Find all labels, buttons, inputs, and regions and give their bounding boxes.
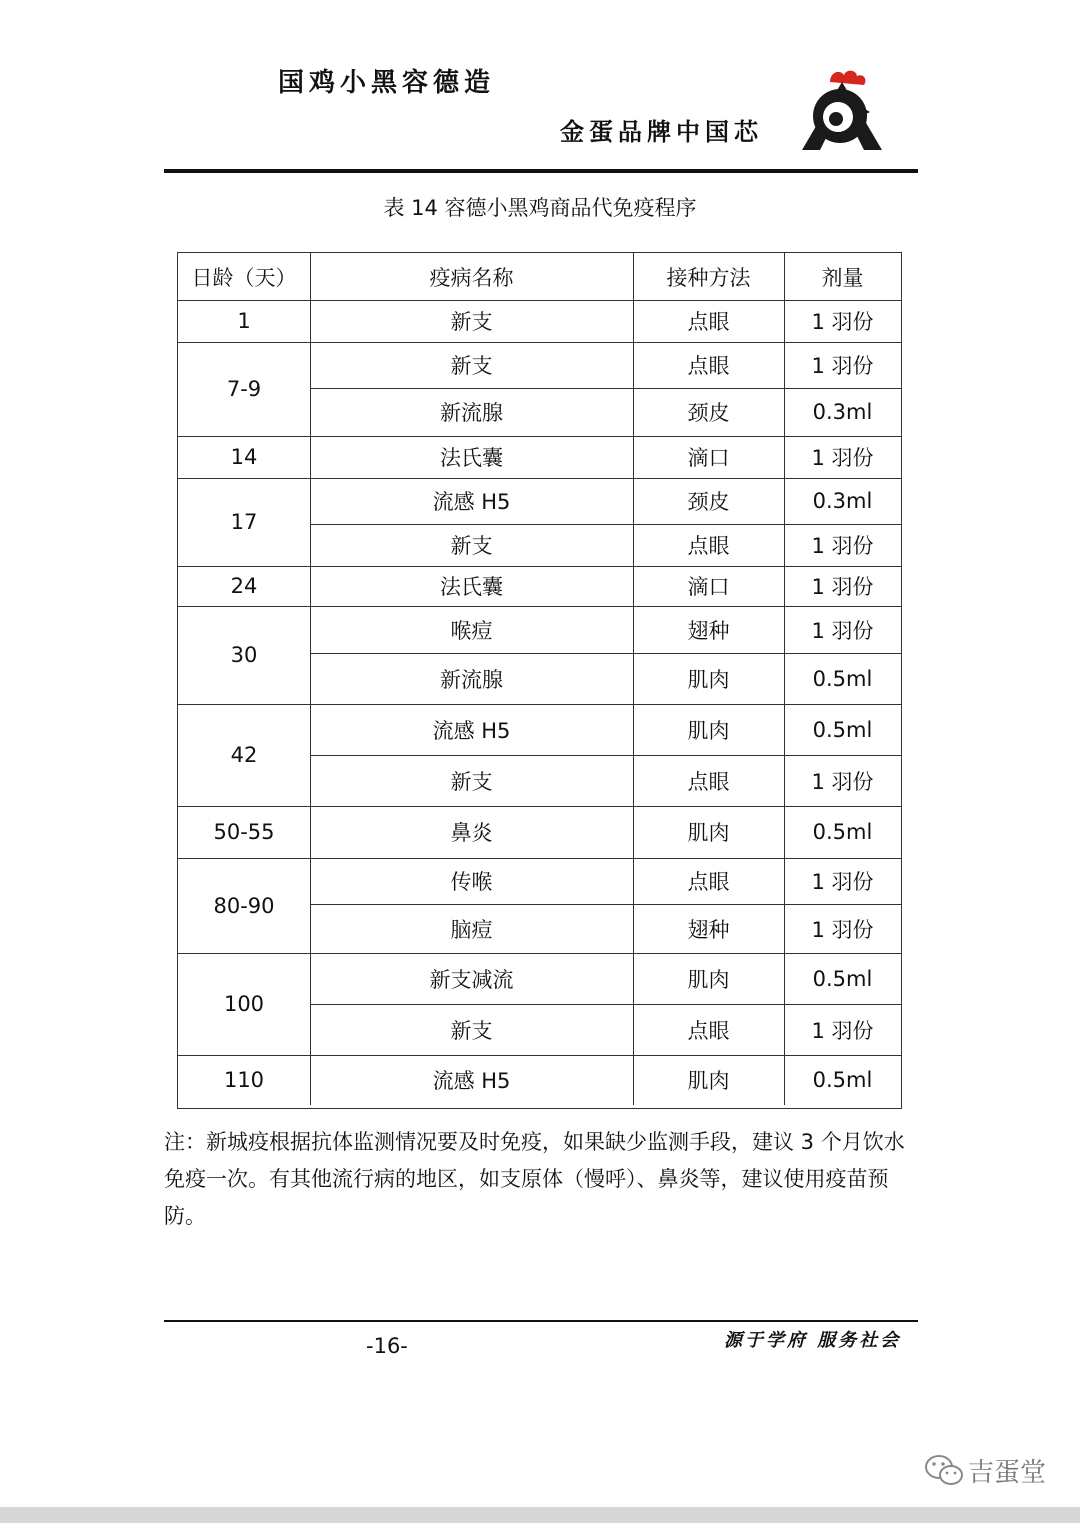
table-header-cell: 接种方法 xyxy=(666,265,751,290)
table-cell: 1 羽份 xyxy=(811,446,874,470)
table-header-cell: 疫病名称 xyxy=(429,265,514,290)
table-cell: 0.5ml xyxy=(812,820,873,844)
table-age-cell: 30 xyxy=(230,643,258,667)
table-age-cell: 17 xyxy=(230,510,258,534)
table-header-cell: 日龄（天） xyxy=(191,265,297,290)
table-cell: 0.3ml xyxy=(812,489,873,513)
table-cell: 点眼 xyxy=(687,354,730,378)
table-cell: 1 羽份 xyxy=(811,575,874,599)
table-cell: 新支 xyxy=(450,1018,493,1043)
table-cell: 肌肉 xyxy=(687,967,730,992)
table-header-cell: 剂量 xyxy=(821,265,864,290)
table-cell: 0.5ml xyxy=(812,717,873,742)
table-note: 注：新城疫根据抗体监测情况要及时免疫，如果缺少监测手段，建议 3 个月饮水免疫一次。有其他流行病的地区，如支原体（慢呼）、鼻炎等，建议使用疫苗预防。 xyxy=(164,1130,905,1228)
table-cell: 点眼 xyxy=(687,769,730,794)
table-cell: 1 羽份 xyxy=(811,310,874,334)
table-age-cell: 80-90 xyxy=(213,893,275,918)
header-slogan-right: 金蛋品牌中国芯 xyxy=(560,117,763,146)
table-cell: 法氏囊 xyxy=(440,575,503,599)
table-cell: 脑痘 xyxy=(450,917,493,942)
table-cell: 颈皮 xyxy=(687,490,730,514)
table-cell: 0.5ml xyxy=(812,666,873,691)
table-cell: 传喉 xyxy=(450,870,493,894)
table-cell: 1 羽份 xyxy=(811,354,874,378)
table-cell: 1 羽份 xyxy=(811,870,874,894)
watermark xyxy=(924,1452,1046,1489)
table-cell: 鼻炎 xyxy=(450,821,493,845)
table-cell: 翅种 xyxy=(687,618,730,643)
table-cell: 新支 xyxy=(450,354,493,378)
table-cell: 流感 H5 xyxy=(432,490,511,514)
table-cell: 0.5ml xyxy=(812,966,873,991)
bottom-band xyxy=(0,1507,1080,1523)
page-number: -16- xyxy=(366,1334,408,1358)
table-cell: 肌肉 xyxy=(687,667,730,692)
table-age-cell: 14 xyxy=(230,445,258,469)
table-cell: 法氏囊 xyxy=(440,446,503,470)
table-cell: 点眼 xyxy=(687,1018,730,1043)
table-cell: 喉痘 xyxy=(450,618,493,643)
table-cell: 点眼 xyxy=(687,870,730,894)
table-cell: 流感 H5 xyxy=(432,718,511,743)
footer-divider xyxy=(164,1320,918,1322)
table-cell: 颈皮 xyxy=(687,401,730,425)
table-cell: 新支减流 xyxy=(429,967,514,992)
table-age-cell: 1 xyxy=(237,309,251,333)
table-cell: 1 羽份 xyxy=(811,618,874,643)
table-cell: 滴口 xyxy=(687,575,730,599)
wechat-icon xyxy=(924,1454,964,1488)
table-cell: 1 羽份 xyxy=(811,917,874,942)
table-cell: 滴口 xyxy=(687,446,730,470)
table-cell: 点眼 xyxy=(687,310,730,334)
table-age-cell: 110 xyxy=(223,1068,265,1092)
table-caption: 表 14 容德小黑鸡商品代免疫程序 xyxy=(383,196,697,220)
table-cell: 肌肉 xyxy=(687,718,730,743)
table-cell: 新流腺 xyxy=(440,401,503,425)
table-cell: 流感 H5 xyxy=(432,1069,511,1093)
table-age-cell: 7-9 xyxy=(226,377,262,401)
table-cell: 0.3ml xyxy=(812,400,873,424)
immunization-table xyxy=(177,252,902,1109)
table-cell: 翅种 xyxy=(687,917,730,942)
table-cell: 新支 xyxy=(450,534,493,558)
header-divider xyxy=(164,169,918,173)
table-age-cell: 42 xyxy=(230,743,258,767)
table-cell: 新支 xyxy=(450,310,493,334)
table-cell: 新支 xyxy=(450,769,493,794)
table-cell: 1 羽份 xyxy=(811,534,874,558)
table-cell: 0.5ml xyxy=(812,1068,873,1092)
table-cell: 肌肉 xyxy=(687,821,730,845)
table-age-cell: 50-55 xyxy=(213,820,275,844)
chicken-logo-icon xyxy=(796,70,888,152)
table-cell: 点眼 xyxy=(687,534,730,558)
watermark-text: 吉蛋堂 xyxy=(968,1458,1047,1488)
footer-slogan: 源于学府 服务社会 xyxy=(724,1330,902,1351)
table-cell: 新流腺 xyxy=(440,667,503,692)
table-cell: 1 羽份 xyxy=(811,1018,874,1043)
table-age-cell: 24 xyxy=(230,574,258,598)
header-slogan-left: 国鸡小黑容德造 xyxy=(278,68,496,98)
table-age-cell: 100 xyxy=(223,992,265,1016)
table-cell: 肌肉 xyxy=(687,1069,730,1093)
table-cell: 1 羽份 xyxy=(811,769,874,794)
